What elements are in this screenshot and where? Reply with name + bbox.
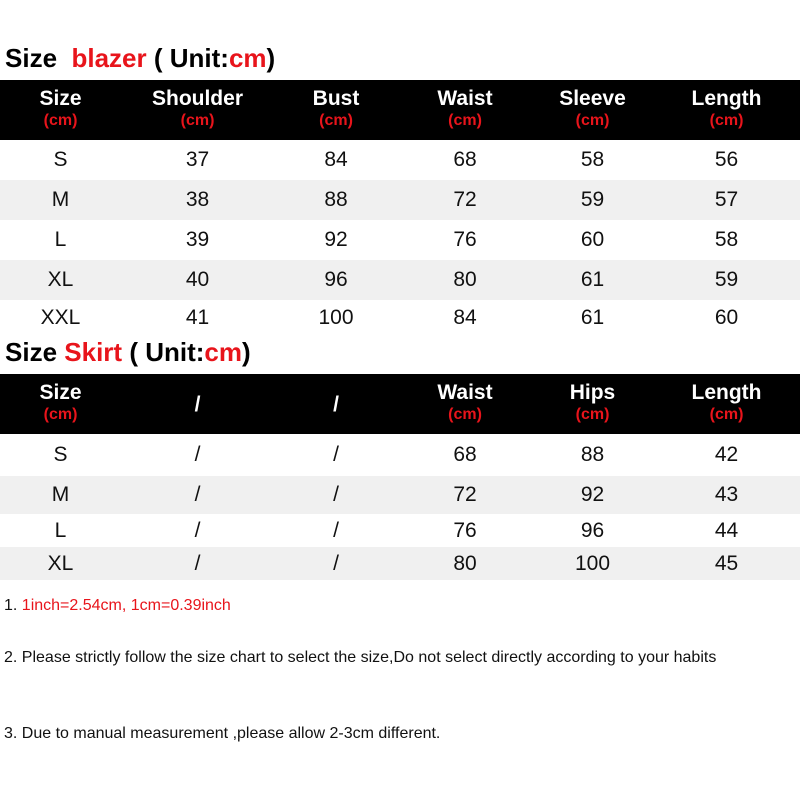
table-cell: 61 <box>532 260 653 300</box>
table-cell: 92 <box>532 476 653 514</box>
title-unit-close: ) <box>266 43 276 73</box>
title-unit: cm <box>228 43 267 73</box>
header-unit: (cm) <box>448 112 482 129</box>
table-cell: M <box>0 180 121 220</box>
table-cell: 68 <box>453 148 477 171</box>
table-cell: 43 <box>653 476 800 514</box>
table-cell: S <box>53 443 68 466</box>
table-cell: 76 <box>453 228 477 251</box>
table-cell: 39 <box>185 228 210 251</box>
skirt-size-table <box>0 374 800 580</box>
table-cell: 60 <box>714 305 739 329</box>
table-cell: L <box>54 228 67 251</box>
table-row <box>0 220 800 260</box>
table-cell: 68 <box>453 443 477 466</box>
header-label: Sleeve <box>559 87 626 110</box>
table-cell: 58 <box>580 148 605 171</box>
table-cell: / <box>333 443 339 466</box>
table-cell: 88 <box>274 180 398 220</box>
header-label: Shoulder <box>151 87 243 110</box>
table-cell: 41 <box>185 305 210 329</box>
header-cell <box>121 374 274 434</box>
table-row <box>0 300 800 335</box>
table-header-row <box>0 80 800 140</box>
table-cell: / <box>274 547 398 580</box>
table-cell: 56 <box>714 148 739 171</box>
header-label: / <box>333 393 339 416</box>
note-size-chart: 2. Please strictly follow the size chart to select the size,Do not select directly according to your habits <box>4 649 717 666</box>
table-cell: XXL <box>40 305 81 329</box>
header-cell <box>653 80 800 140</box>
header-unit: (cm) <box>575 406 610 423</box>
table-cell: M <box>0 476 121 514</box>
table-cell: / <box>274 476 398 514</box>
table-cell: 57 <box>653 180 800 220</box>
title-size-word: Size <box>5 337 58 367</box>
table-cell: 84 <box>453 305 477 329</box>
header-label: Length <box>691 381 762 404</box>
header-cell <box>274 80 398 140</box>
table-cell: 76 <box>453 518 477 542</box>
header-cell <box>398 374 532 434</box>
header-cell <box>398 80 532 140</box>
table-row <box>0 180 800 220</box>
header-label: Size <box>39 87 82 110</box>
header-cell <box>653 374 800 434</box>
table-cell: S <box>53 148 68 171</box>
table-cell: / <box>333 518 339 542</box>
header-label: Hips <box>569 381 616 404</box>
table-cell: 59 <box>653 260 800 300</box>
table-cell: / <box>121 547 274 580</box>
header-cell <box>274 374 398 434</box>
header-label: Waist <box>437 381 493 404</box>
title-unit-open: ( Unit: <box>153 43 229 73</box>
table-cell: 59 <box>532 180 653 220</box>
table-row <box>0 140 800 180</box>
table-cell: 100 <box>318 305 354 329</box>
table-cell: 40 <box>121 260 274 300</box>
skirt-title <box>5 337 251 367</box>
table-row <box>0 514 800 547</box>
header-unit: (cm) <box>180 112 215 129</box>
table-cell: 100 <box>532 547 653 580</box>
table-cell: / <box>194 443 201 466</box>
header-cell <box>0 374 121 434</box>
title-size-word: Size <box>5 43 58 73</box>
title-unit-close: ) <box>241 337 251 367</box>
header-label: Bust <box>312 87 360 110</box>
header-label: Size <box>39 381 82 404</box>
table-row <box>0 260 800 300</box>
table-cell: 61 <box>580 305 605 329</box>
note-number: 1. <box>4 597 22 614</box>
table-cell: 45 <box>653 547 800 580</box>
table-cell: 80 <box>398 260 532 300</box>
table-row <box>0 434 800 476</box>
table-cell: / <box>194 518 201 542</box>
title-unit: cm <box>204 337 242 367</box>
title-unit-open: ( Unit: <box>129 337 205 367</box>
title-garment: Skirt <box>64 337 123 367</box>
table-cell: / <box>121 476 274 514</box>
note-measurement: 3. Due to manual measurement ,please allow 2-3cm different. <box>4 725 441 742</box>
header-unit: (cm) <box>575 112 610 129</box>
table-cell: 38 <box>121 180 274 220</box>
table-cell: 88 <box>580 443 605 466</box>
header-label: Length <box>691 87 762 110</box>
table-cell: 92 <box>324 228 348 251</box>
header-unit: (cm) <box>43 406 78 423</box>
header-unit: (cm) <box>43 112 78 129</box>
table-cell: 72 <box>398 476 532 514</box>
blazer-title <box>5 43 275 73</box>
header-unit: (cm) <box>709 406 744 423</box>
table-header-row <box>0 374 800 434</box>
table-cell: XL <box>0 260 121 300</box>
table-cell: 60 <box>580 228 605 251</box>
blazer-size-table <box>0 80 800 335</box>
header-cell <box>532 80 653 140</box>
table-cell: 96 <box>274 260 398 300</box>
header-cell <box>532 374 653 434</box>
header-cell <box>0 80 121 140</box>
table-cell: 96 <box>580 518 605 542</box>
note-conversion-text: 1inch=2.54cm, 1cm=0.39inch <box>21 597 231 614</box>
table-cell: 58 <box>714 228 739 251</box>
table-cell: 42 <box>714 443 739 466</box>
note-conversion <box>4 594 794 617</box>
table-cell: 84 <box>324 148 348 171</box>
table-row <box>0 476 800 514</box>
table-cell: 37 <box>185 148 210 171</box>
header-label: Waist <box>437 87 493 110</box>
header-cell <box>121 80 274 140</box>
header-unit: (cm) <box>709 112 744 129</box>
header-unit: (cm) <box>448 406 482 423</box>
table-cell: 72 <box>398 180 532 220</box>
title-garment: blazer <box>71 43 147 73</box>
table-row <box>0 547 800 580</box>
table-cell: 80 <box>398 547 532 580</box>
header-label: / <box>194 393 201 416</box>
header-unit: (cm) <box>319 112 353 129</box>
table-cell: 44 <box>714 518 739 542</box>
table-cell: L <box>54 518 67 542</box>
table-cell: XL <box>0 547 121 580</box>
